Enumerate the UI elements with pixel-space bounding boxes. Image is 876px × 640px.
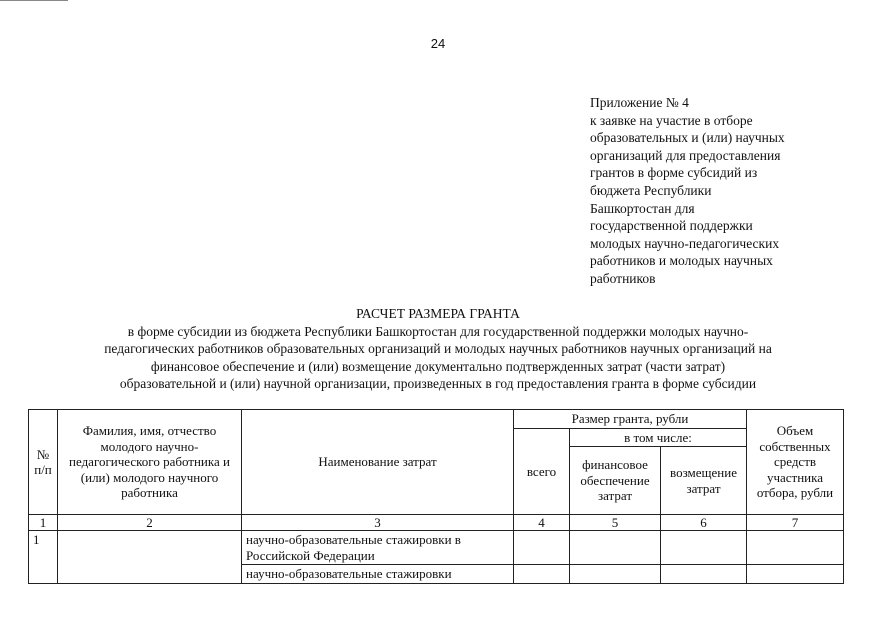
column-number-row bbox=[29, 515, 844, 531]
document-title: РАСЧЕТ РАЗМЕРА ГРАНТА bbox=[356, 306, 520, 321]
appendix-line: Приложение № 4 bbox=[590, 95, 689, 110]
row-own-funds-cell bbox=[747, 565, 844, 584]
row-total-cell bbox=[514, 531, 570, 565]
column-number: 1 bbox=[29, 515, 58, 531]
row-total-cell bbox=[514, 565, 570, 584]
row-cost-item: научно-образовательные стажировки bbox=[242, 565, 514, 584]
row-num: 1 bbox=[29, 531, 58, 584]
header-cost-name: Наименование затрат bbox=[242, 410, 514, 515]
header-num: № п/п bbox=[29, 410, 58, 515]
appendix-line: работников bbox=[590, 270, 656, 286]
column-number: 3 bbox=[242, 515, 514, 531]
grant-calculation-table bbox=[28, 409, 844, 584]
top-rule bbox=[0, 0, 68, 1]
heading-line: в форме субсидии из бюджета Республики Башкортостан для государственной поддержки молодых научно- bbox=[127, 323, 749, 339]
document-heading bbox=[0, 305, 876, 393]
heading-line: педагогических работников образовательных организаций и молодых научных работников научных организаций на bbox=[104, 341, 772, 356]
row-cost-item: научно-образовательные стажировки в Российской Федерации bbox=[242, 531, 514, 565]
header-financing: финансовое обеспечение затрат bbox=[570, 447, 661, 515]
column-number: 5 bbox=[570, 515, 661, 531]
appendix-line: молодых научно-педагогических bbox=[590, 235, 780, 251]
heading-line: финансовое обеспечение и (или) возмещение документально подтвержденных затрат (части затрат) bbox=[150, 358, 726, 374]
row-financing-cell bbox=[570, 531, 661, 565]
header-reimbursement: возмещение затрат bbox=[661, 447, 747, 515]
column-number: 2 bbox=[58, 515, 242, 531]
appendix-line: государственной поддержки bbox=[590, 218, 753, 234]
row-reimbursement-cell bbox=[661, 565, 747, 584]
header-including: в том числе: bbox=[570, 428, 747, 447]
header-own-funds: Объем собственных средств участника отбора, рубли bbox=[747, 410, 844, 515]
page-number: 24 bbox=[430, 36, 446, 51]
header-total: всего bbox=[514, 428, 570, 515]
appendix-line: работников и молодых научных bbox=[590, 253, 773, 269]
appendix-line: Башкортостан для bbox=[590, 200, 695, 216]
column-number: 7 bbox=[747, 515, 844, 531]
table-row bbox=[29, 531, 844, 565]
row-own-funds-cell bbox=[747, 531, 844, 565]
appendix-line: образовательных и (или) научных bbox=[590, 130, 785, 146]
appendix-line: организаций для предоставления bbox=[590, 147, 781, 163]
header-employee-name: Фамилия, имя, отчество молодого научно-педагогического работника и (или) молодого научного работника bbox=[58, 410, 242, 515]
heading-line: образовательной и (или) научной организации, произведенных в год предоставления гранта в форме субсидии bbox=[119, 376, 757, 391]
appendix-line: к заявке на участие в отборе bbox=[590, 112, 753, 128]
appendix-line: бюджета Республики bbox=[590, 182, 712, 198]
appendix-line: грантов в форме субсидий из bbox=[590, 165, 758, 181]
row-reimbursement-cell bbox=[661, 531, 747, 565]
column-number: 4 bbox=[514, 515, 570, 531]
header-grant-size: Размер гранта, рубли bbox=[514, 410, 747, 429]
appendix-block bbox=[590, 94, 830, 288]
row-employee-name bbox=[58, 531, 242, 584]
column-number: 6 bbox=[661, 515, 747, 531]
row-financing-cell bbox=[570, 565, 661, 584]
